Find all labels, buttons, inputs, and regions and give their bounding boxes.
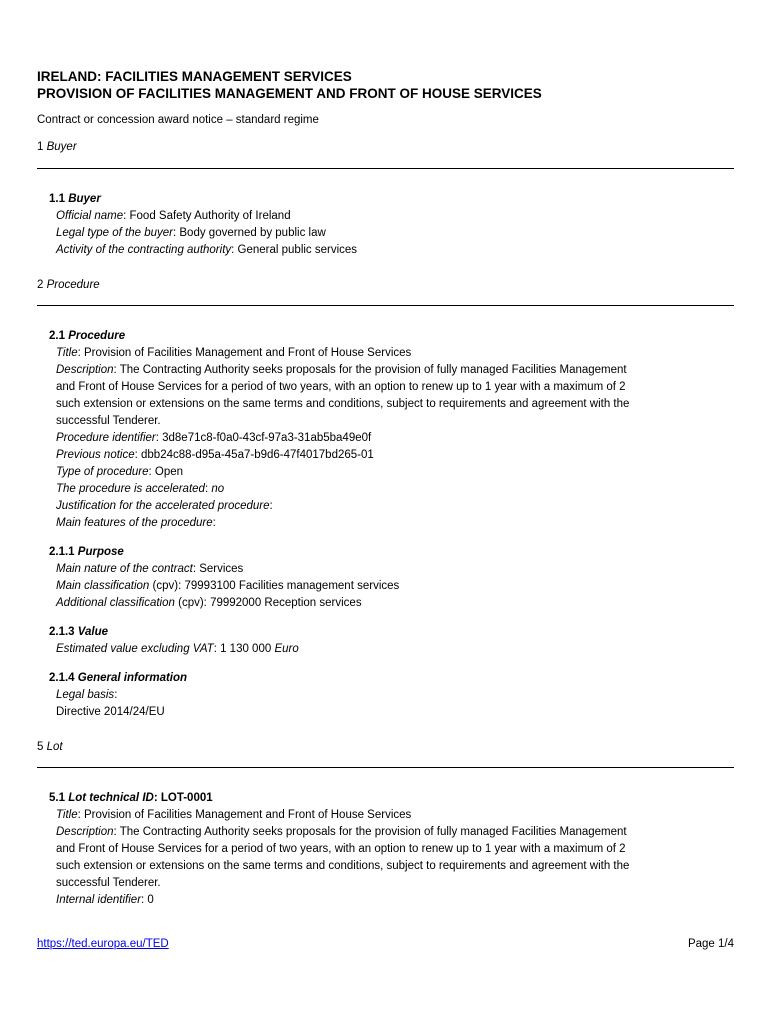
notice-type: Contract or concession award notice – standard regime <box>37 114 319 126</box>
subsection-2-1-1-heading: 2.1.1 Purpose <box>49 546 124 558</box>
page-number: Page 1/4 <box>687 938 734 950</box>
internal-identifier: Internal identifier: 0 <box>56 894 154 906</box>
estimated-value: Estimated value excluding VAT: 1 130 000 Euro <box>56 643 299 655</box>
subsection-2-1-1 <box>37 544 734 612</box>
previous-notice: Previous notice: dbb24c88-d95a-45a7-b9d6-47f4017bd265-01 <box>56 449 374 461</box>
procedure-identifier: Procedure identifier: 3d8e71c8-f0a0-43cf-97a3-31ab5ba49e0f <box>56 432 372 444</box>
subsection-2-1-heading: 2.1 Procedure <box>49 330 126 342</box>
accelerated-justification: Justification for the accelerated procedure: <box>56 500 273 512</box>
main-classification: Main classification (cpv): 79993100 Facilities management services <box>56 580 400 592</box>
subsection-2-1-4 <box>37 670 734 721</box>
lot-description-line-2: and Front of House Services for a period of two years, with an option to renew up to 1 year with a maximum of 2 <box>56 843 626 855</box>
notice-page <box>37 68 734 909</box>
legal-type: Legal type of the buyer: Body governed by public law <box>56 227 326 239</box>
subsection-1-1 <box>37 191 734 259</box>
subsection-2-1-3-heading: 2.1.3 Value <box>49 626 109 638</box>
official-name: Official name: Food Safety Authority of Ireland <box>56 210 291 222</box>
section-2-heading: 2 Procedure <box>37 279 100 291</box>
subsection-1-1-heading: 1.1 Buyer <box>49 193 101 205</box>
procedure-main-features: Main features of the procedure: <box>56 517 216 529</box>
section-2-rule <box>37 305 734 306</box>
title-line-1: IRELAND: FACILITIES MANAGEMENT SERVICES <box>37 69 352 84</box>
additional-classification: Additional classification (cpv): 79992000 Reception services <box>56 597 362 609</box>
title-line-2: PROVISION OF FACILITIES MANAGEMENT AND FRONT OF HOUSE SERVICES <box>37 86 542 101</box>
authority-activity: Activity of the contracting authority: General public services <box>56 244 358 256</box>
section-5-heading: 5 Lot <box>37 741 63 753</box>
lot-description-line-4: successful Tenderer. <box>56 877 161 889</box>
legal-basis-label: Legal basis: <box>56 689 118 701</box>
subsection-5-1 <box>37 790 734 909</box>
section-1-heading: 1 Buyer <box>37 141 77 153</box>
procedure-title: Title: Provision of Facilities Management and Front of House Services <box>56 347 412 359</box>
lot-description: Description: The Contracting Authority seeks proposals for the provision of fully managed Facilities Management <box>56 826 627 838</box>
lot-description-line-3: such extension or extensions on the same terms and conditions, subject to requirements and agreement with the <box>56 860 630 872</box>
section-1-rule <box>37 168 734 169</box>
notice-title <box>37 68 734 102</box>
ted-link[interactable]: https://ted.europa.eu/TED <box>37 938 169 950</box>
subsection-2-1 <box>37 328 734 532</box>
subsection-5-1-heading: 5.1 Lot technical ID: LOT-0001 <box>49 792 213 804</box>
procedure-accelerated: The procedure is accelerated: no <box>56 483 225 495</box>
subsection-2-1-4-heading: 2.1.4 General information <box>49 672 188 684</box>
section-5-rule <box>37 767 734 768</box>
procedure-type: Type of procedure: Open <box>56 466 184 478</box>
page-footer <box>37 937 734 952</box>
procedure-description-line-2: and Front of House Services for a period of two years, with an option to renew up to 1 year with a maximum of 2 <box>56 381 626 393</box>
legal-basis: Directive 2014/24/EU <box>56 706 165 718</box>
procedure-description-line-3: such extension or extensions on the same terms and conditions, subject to requirements and agreement with the <box>56 398 630 410</box>
subsection-2-1-3 <box>37 624 734 658</box>
contract-nature: Main nature of the contract: Services <box>56 563 244 575</box>
lot-title: Title: Provision of Facilities Management and Front of House Services <box>56 809 412 821</box>
procedure-description-line-4: successful Tenderer. <box>56 415 161 427</box>
procedure-description: Description: The Contracting Authority seeks proposals for the provision of fully managed Facilities Management <box>56 364 627 376</box>
